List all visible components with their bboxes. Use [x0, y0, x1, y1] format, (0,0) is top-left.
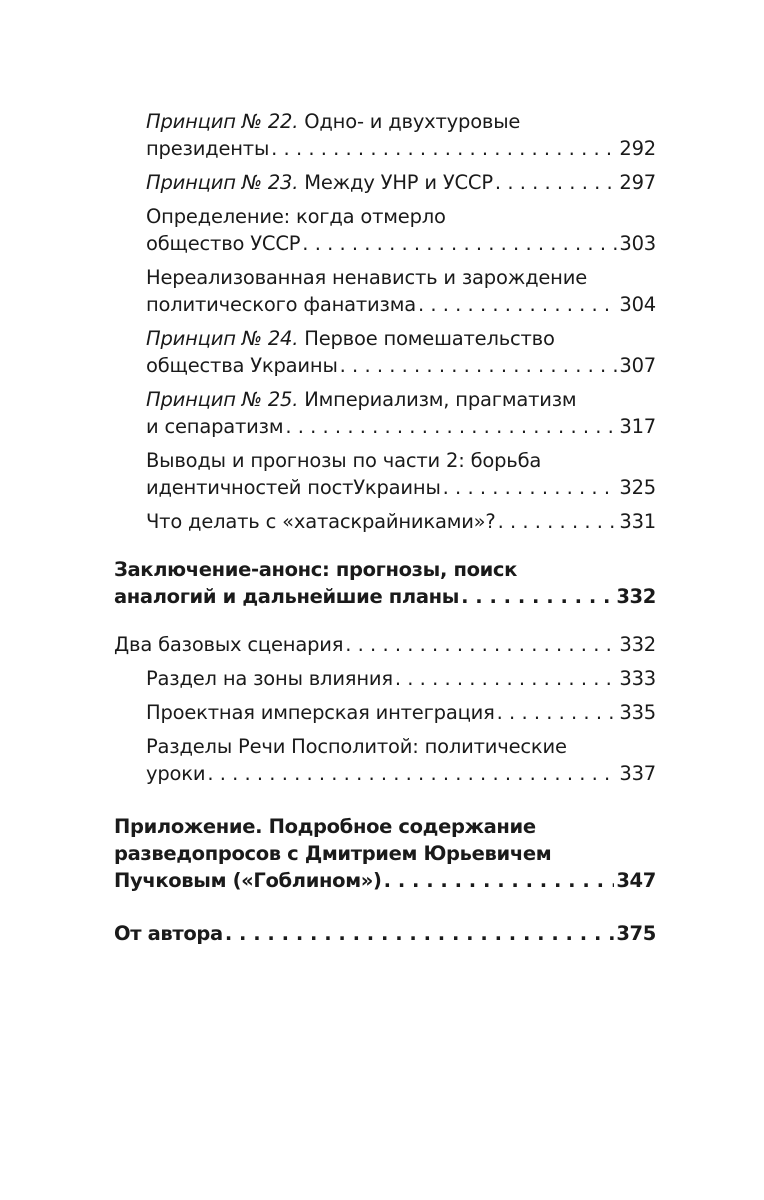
- dot-leader: [498, 508, 618, 535]
- toc-page-number: 292: [619, 137, 656, 160]
- toc-entry-title-line: Что делать с «хатаскрайниками»?: [146, 510, 496, 533]
- toc-page-number: 337: [619, 762, 656, 785]
- toc-entry-title-line: Раздел на зоны влияния: [146, 667, 393, 690]
- toc-entry[interactable]: [114, 386, 656, 440]
- toc-entry[interactable]: [114, 733, 656, 787]
- dot-leader: [384, 867, 615, 894]
- toc-page-number: 304: [619, 293, 656, 316]
- toc-entry-title-line: Два базовых сценария: [114, 633, 344, 656]
- toc-entry[interactable]: [114, 169, 656, 196]
- toc-entry-title-line: Выводы и прогнозы по части 2: борьба: [146, 449, 542, 472]
- toc-entry-title-line: Определение: когда отмерло: [146, 205, 446, 228]
- toc-entry[interactable]: [114, 264, 656, 318]
- toc-page-number: 297: [619, 171, 656, 194]
- toc-entry[interactable]: [114, 508, 656, 535]
- toc-entry-title-line: Одно- и двухтуровые: [298, 110, 521, 133]
- toc-entry-title-line: уроки: [146, 762, 206, 785]
- toc-page-number: 332: [616, 585, 656, 608]
- dot-leader: [340, 352, 618, 379]
- toc-entry-title-line: общества Украины: [146, 354, 338, 377]
- toc-entry-title-line: Проектная имперская интеграция: [146, 701, 495, 724]
- dot-leader: [285, 413, 617, 440]
- toc-entry-title-line: Империализм, прагматизм: [298, 388, 577, 411]
- toc-entry[interactable]: [114, 203, 656, 257]
- toc-entry-label-prefix: Принцип № 22.: [146, 110, 299, 133]
- toc-entry[interactable]: [114, 447, 656, 501]
- dot-leader: [461, 583, 614, 610]
- dot-leader: [345, 631, 617, 658]
- toc-entry[interactable]: [114, 699, 656, 726]
- dot-leader: [302, 230, 617, 257]
- toc-page-number: 317: [619, 415, 656, 438]
- toc-entry-label-prefix: Принцип № 23.: [146, 171, 299, 194]
- dot-leader: [497, 699, 618, 726]
- dot-leader: [418, 291, 617, 318]
- toc-entry-title-line: Первое помешательство: [298, 327, 555, 350]
- toc-page-number: 303: [619, 232, 656, 255]
- toc-page-number: 335: [619, 701, 656, 724]
- toc-entry-title-line: Заключение-анонс: прогнозы, поиск: [114, 558, 518, 581]
- toc-entry-title-line: Нереализованная ненависть и зарождение: [146, 266, 587, 289]
- toc-page-number: 332: [619, 633, 656, 656]
- toc-entry-title-line: общество УССР: [146, 232, 301, 255]
- dot-leader: [395, 665, 618, 692]
- toc-page-number: 325: [619, 476, 656, 499]
- toc-entry-title-line: политического фанатизма: [146, 293, 416, 316]
- toc-entry-label-prefix: Принцип № 24.: [146, 327, 299, 350]
- dot-leader: [443, 474, 618, 501]
- toc-entry-title-line: президенты: [146, 137, 270, 160]
- toc-entry-title-line: Разделы Речи Посполитой: политические: [146, 735, 567, 758]
- toc-entry-title-line: идентичностей постУкраины: [146, 476, 441, 499]
- toc-entry-title-line: и сепаратизм: [146, 415, 284, 438]
- toc-page-number: 347: [616, 869, 656, 892]
- toc-entry-label-prefix: Принцип № 25.: [146, 388, 299, 411]
- dot-leader: [225, 920, 615, 947]
- toc-page-number: 307: [619, 354, 656, 377]
- toc-entry-title-line: Приложение. Подробное содержание: [114, 815, 536, 838]
- toc-chapter-entry[interactable]: [114, 813, 656, 894]
- toc-page-number: 331: [619, 510, 656, 533]
- dot-leader: [495, 169, 617, 196]
- toc-chapter-entry[interactable]: [114, 920, 656, 947]
- toc-entry-title-line: разведопросов с Дмитрием Юрьевичем: [114, 842, 552, 865]
- toc-section-entry[interactable]: [114, 631, 656, 658]
- toc-chapter-entry[interactable]: [114, 556, 656, 610]
- dot-leader: [207, 760, 617, 787]
- toc-entry[interactable]: [114, 665, 656, 692]
- toc-entry-title-line: Пучковым («Гоблином»): [114, 869, 382, 892]
- toc-entry[interactable]: [114, 108, 656, 162]
- toc-page-number: 375: [616, 922, 656, 945]
- toc-entry-title-line: Между УНР и УССР: [298, 171, 493, 194]
- toc-entry-title-line: От автора: [114, 922, 223, 945]
- table-of-contents: [114, 108, 656, 947]
- toc-entry-title-line: аналогий и дальнейшие планы: [114, 585, 460, 608]
- toc-page-number: 333: [619, 667, 656, 690]
- toc-entry[interactable]: [114, 325, 656, 379]
- dot-leader: [271, 135, 617, 162]
